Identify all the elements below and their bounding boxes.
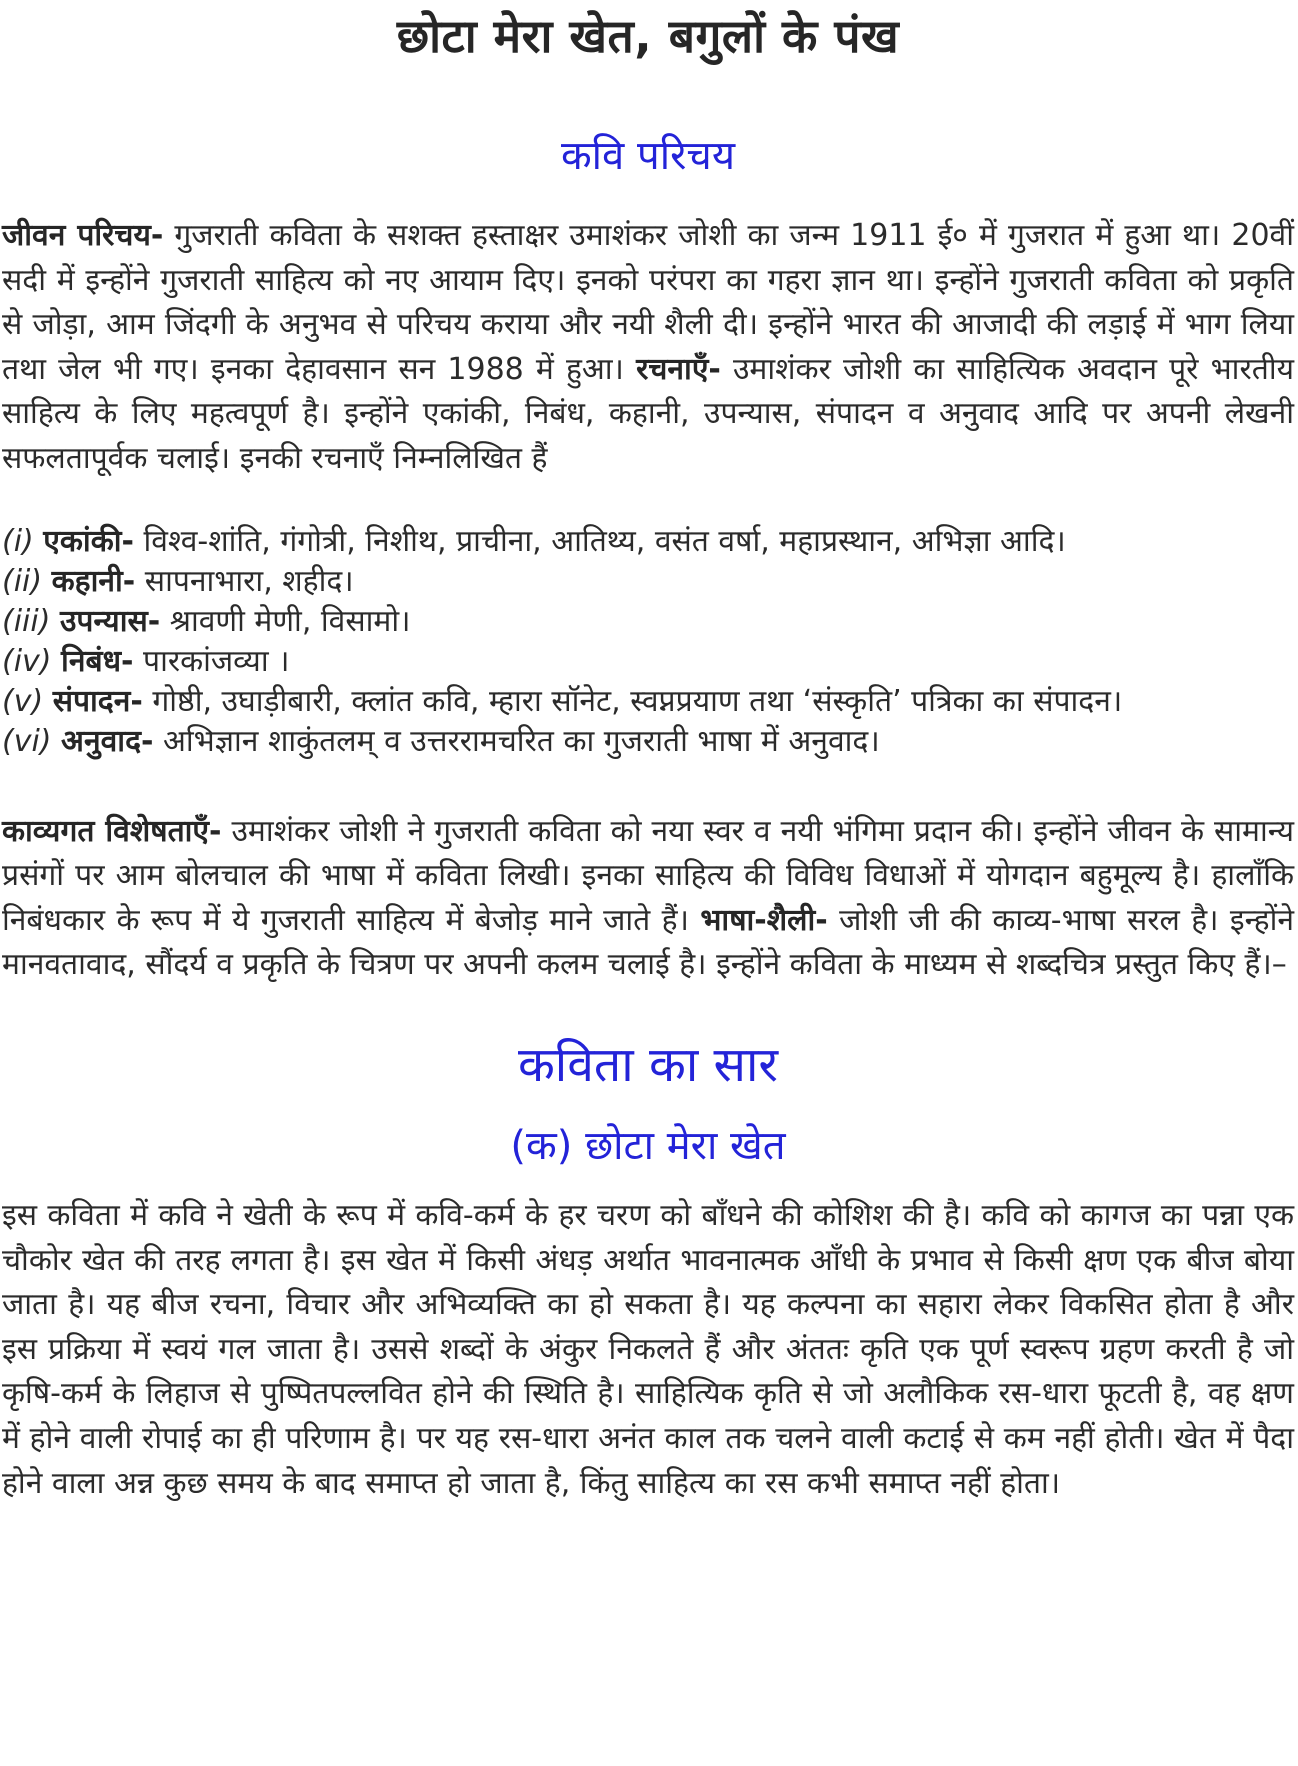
list-item-label: संपादन- [52,683,143,719]
list-item-text: विश्व-शांति, गंगोत्री, निशीथ, प्राचीना, आतिथ्य, वसंत वर्षा, महाप्रस्थान, अभिज्ञा आदि। [133,523,1066,559]
jeevan-parichay-label: जीवन परिचय- [2,218,164,253]
list-item [2,682,1294,722]
list-item [2,522,1294,562]
list-item-number: (ii) [2,563,43,599]
chhota-mera-khet-subheading: (क) छोटा मेरा खेत [510,1122,786,1169]
list-item-text: श्रावणी मेणी, विसामो। [160,603,411,639]
list-item-label: एकांकी- [43,523,134,559]
list-item-label: निबंध- [61,643,134,679]
list-item-number: (iii) [2,603,51,639]
rachnayen-text: उमाशंकर जोशी का साहित्यिक अवदान पूरे भारतीय साहित्य के लिए महत्वपूर्ण है। इन्होंने एकांकी, निबंध, कहानी, उपन्यास, संपादन व अनुवाद आदि पर अपनी लेखनी सफलतापूर्वक चलाई। इनकी रचनाएँ निम्नलिखित हैं [2,351,1294,476]
list-item [2,722,1294,762]
list-item [2,562,1294,602]
works-list [2,522,1294,762]
list-item [2,642,1294,682]
list-item-number: (iv) [2,643,52,679]
bhasha-shaili-text: जोशी जी की काव्य-भाषा सरल है। इन्होंने मानवतावाद, सौंदर्य व प्रकृति के चित्रण पर अपनी कलम चलाई है। इन्होंने कविता के माध्यम से शब्दचित्र प्रस्तुत किए हैं।– [2,902,1294,983]
kavita-saar-heading: कविता का सार [517,1036,779,1093]
list-item-label: उपन्यास- [59,603,161,639]
kavita-saar-paragraph: इस कविता में कवि ने खेती के रूप में कवि-कर्म के हर चरण को बाँधने की कोशिश की है। कवि को कागज का पन्ना एक चौकोर खेत की तरह लगता है। इस खेत में किसी अंधड़ अर्थात भावनात्मक आँधी के प्रभाव से किसी क्षण एक बीज बोया जाता है। यह बीज रचना, विचार और अभिव्यक्ति का हो सकता है। यह कल्पना का सहारा लेकर विकसित होता है और इस प्रक्रिया में स्वयं गल जाता है। उससे शब्दों के अंकुर निकलते हैं और अंततः कृति एक पूर्ण स्वरूप ग्रहण करती है जो कृषि-कर्म के लिहाज से पुष्पितपल्लवित होने की स्थिति है। साहित्यिक कृति से जो अलौकिक रस-धारा फूटती है, वह क्षण में होने वाली रोपाई का ही परिणाम है। पर यह रस-धारा अनंत काल तक चलने वाली कटाई से कम नहीं होती। खेत में पैदा होने वाला अन्न कुछ समय के बाद समाप्त हो जाता है, किंतु साहित्य का रस कभी समाप्त नहीं होता। [2,1197,1294,1501]
list-item-label: कहानी- [51,563,136,599]
list-item-text: गोष्ठी, उघाड़ीबारी, क्लांत कवि, म्हारा सॉनेट, स्वप्नप्रयाण तथा ‘संस्कृति’ पत्रिका का संपादन। [142,683,1123,719]
kavyagat-visheshtayen-paragraph [2,810,1294,988]
bhasha-shaili-label: भाषा-शैली- [700,902,828,938]
kavi-parichay-heading: कवि परिचय [560,133,736,179]
jeevan-parichay-text: गुजराती कविता के सशक्त हस्ताक्षर उमाशंकर जोशी का जन्म 1911 ई० में गुजरात में हुआ था। 20वीं सदी में इन्होंने गुजराती साहित्य को नए आयाम दिए। इनको परंपरा का गहरा ज्ञान था। इन्होंने गुजराती कविता को प्रकृति से जोड़ा, आम जिंदगी के अनुभव से परिचय कराया और नयी शैली दी। इन्होंने भारत की आजादी की लड़ाई में भाग लिया तथा जेल भी गए। इनका देहावसान सन 1988 में हुआ। [2,218,1295,387]
kavyagat-label: काव्यगत विशेषताएँ- [2,813,222,849]
list-item-label: अनुवाद- [61,723,154,759]
list-item-number: (vi) [2,723,52,759]
kavyagat-text: उमाशंकर जोशी ने गुजराती कविता को नया स्वर व नयी भंगिमा प्रदान की। इन्होंने जीवन के सामान्य प्रसंगों पर आम बोलचाल की भाषा में कविता लिखी। इनका साहित्य की विविध विधाओं में योगदान बहुमूल्य है। हालाँकि निबंधकार के रूप में ये गुजराती साहित्य में बेजोड़ माने जाते हैं। [2,813,1294,938]
document-title: छोटा मेरा खेत, बगुलों के पंख [396,9,900,63]
jeevan-parichay-paragraph [2,214,1294,482]
list-item-number: (v) [2,683,44,719]
list-item-text: अभिज्ञान शाकुंतलम् व उत्तररामचरित का गुजराती भाषा में अनुवाद। [153,723,880,759]
list-item [2,602,1294,642]
list-item-number: (i) [2,523,34,559]
list-item-text: सापनाभारा, शहीद। [135,563,354,599]
rachnayen-label: रचनाएँ- [636,351,721,387]
list-item-text: पारकांजव्या । [133,643,290,679]
